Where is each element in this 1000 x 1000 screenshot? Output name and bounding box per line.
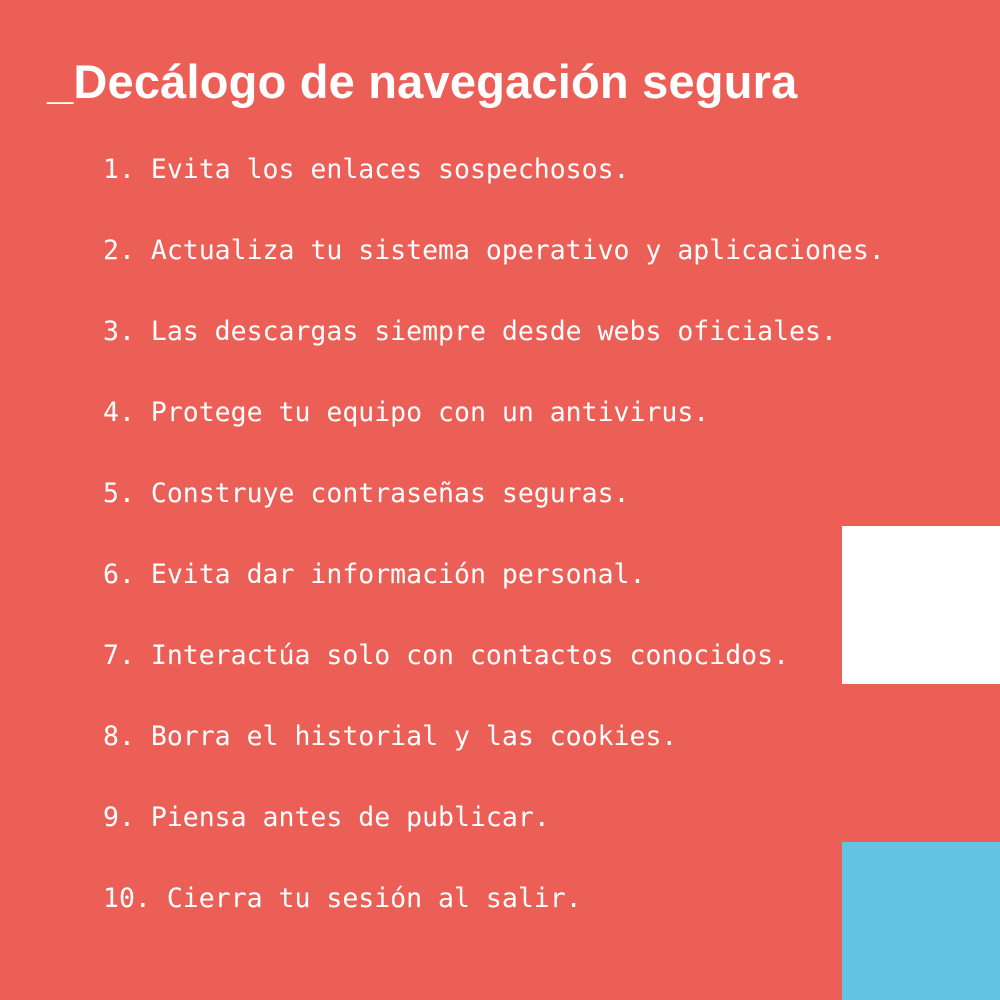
- tip-item-10: 10. Cierra tu sesión al salir.: [103, 883, 582, 914]
- decorative-blue-square: [842, 842, 1000, 1000]
- tip-item-8: 8. Borra el historial y las cookies.: [103, 721, 678, 752]
- tip-item-7: 7. Interactúa solo con contactos conocidos.: [103, 640, 790, 671]
- tip-item-4: 4. Protege tu equipo con un antivirus.: [103, 397, 710, 428]
- decorative-white-square: [842, 526, 1000, 684]
- tip-item-6: 6. Evita dar información personal.: [103, 559, 646, 590]
- tip-item-1: 1. Evita los enlaces sospechosos.: [103, 154, 630, 185]
- tip-item-3: 3. Las descargas siempre desde webs oficiales.: [103, 316, 837, 347]
- tip-item-5: 5. Construye contraseñas seguras.: [103, 478, 630, 509]
- tip-item-2: 2. Actualiza tu sistema operativo y aplicaciones.: [103, 235, 885, 266]
- poster-title: _Decálogo de navegación segura: [47, 55, 798, 108]
- tip-item-9: 9. Piensa antes de publicar.: [103, 802, 550, 833]
- tips-list: [103, 151, 885, 961]
